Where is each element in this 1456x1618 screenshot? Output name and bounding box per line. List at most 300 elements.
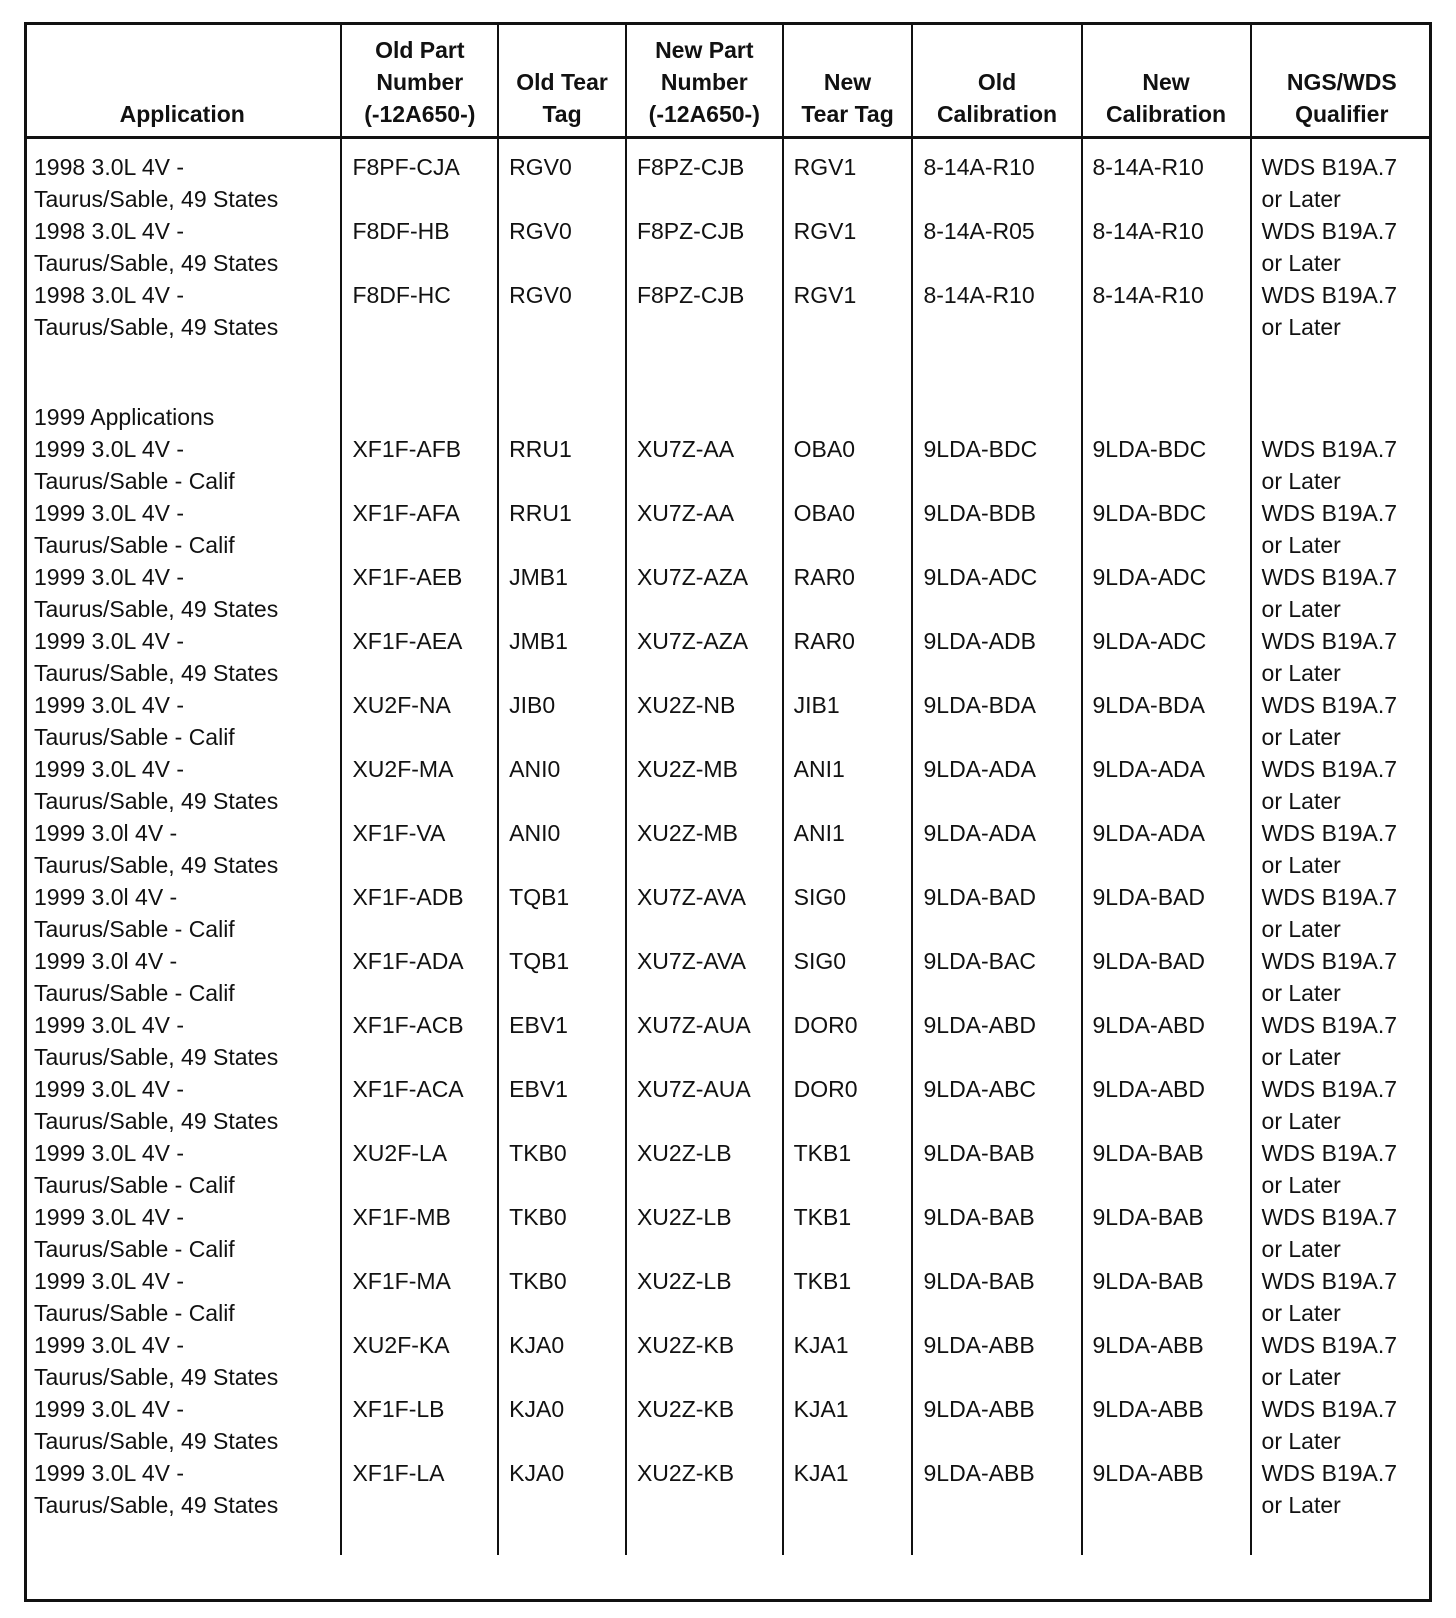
- old-tear-tag-cell-text: JMB1: [509, 564, 568, 590]
- qualifier-cell-text: or Later: [1261, 1236, 1341, 1262]
- new-part-number-cell: [626, 1009, 783, 1073]
- old-calibration-cell-text: 9LDA-ADB: [923, 628, 1036, 654]
- table-row: [24, 138, 1432, 216]
- old-tear-tag-cell: [498, 625, 626, 689]
- new-calibration-cell-text: 9LDA-ADC: [1092, 564, 1207, 590]
- qualifier-cell-text: or Later: [1261, 1044, 1341, 1070]
- application-cell: [24, 1265, 341, 1329]
- old-calibration-cell-text: 9LDA-BDB: [923, 500, 1036, 526]
- parts-calibration-table: [24, 22, 1432, 1555]
- new-calibration-cell: [1082, 1137, 1251, 1201]
- table-row: [24, 1329, 1432, 1393]
- new-tear-tag-cell-text: OBA0: [793, 500, 855, 526]
- qualifier-cell: [1251, 433, 1432, 497]
- qualifier-cell-text: or Later: [1261, 1108, 1341, 1134]
- table-row: [24, 279, 1432, 343]
- old-part-number-cell: [341, 1137, 498, 1201]
- new-tear-tag-cell-text: OBA0: [793, 436, 855, 462]
- header-row: [24, 22, 1432, 138]
- old-calibration-cell-text: 9LDA-ADA: [923, 756, 1036, 782]
- old-calibration-cell-text: 9LDA-ABB: [923, 1396, 1035, 1422]
- new-part-number-cell-text: XU2Z-KB: [636, 1332, 735, 1358]
- application-cell-text: 1999 3.0L 4V -: [34, 1332, 185, 1358]
- new-calibration-cell: [1082, 1073, 1251, 1137]
- new-calibration-cell: [1082, 138, 1251, 216]
- new-part-number-cell-text: XU7Z-AUA: [636, 1076, 751, 1102]
- new-calibration-cell-text: 9LDA-BDA: [1092, 692, 1205, 718]
- application-cell-text: 1999 3.0L 4V -: [34, 692, 185, 718]
- old-tear-tag-cell: [498, 215, 626, 279]
- table-row: [24, 433, 1432, 497]
- old-tear-tag-cell: [498, 561, 626, 625]
- new-tear-tag-cell: [783, 1073, 913, 1137]
- application-cell: [24, 881, 341, 945]
- qualifier-cell: [1251, 817, 1432, 881]
- old-part-number-cell-text: XU2F-LA: [352, 1140, 448, 1166]
- old-part-number-cell-text: XF1F-MA: [352, 1268, 451, 1294]
- new-tear-tag-cell: [783, 215, 913, 279]
- new-part-number-cell: [626, 497, 783, 561]
- col-new-tear-tag-header: [783, 22, 913, 138]
- old-calibration-cell: [912, 1201, 1081, 1265]
- application-cell-text: 1999 3.0L 4V -: [34, 500, 185, 526]
- old-part-number-cell: [341, 689, 498, 753]
- application-cell-text: 1998 3.0L 4V -: [34, 154, 185, 180]
- table-row: [24, 1201, 1432, 1265]
- new-calibration-cell-text: 9LDA-ABB: [1092, 1396, 1204, 1422]
- table-row: [24, 625, 1432, 689]
- section-heading-1999: 1999 Applications: [24, 401, 341, 433]
- spacer-cell: [626, 401, 783, 433]
- qualifier-cell-text: or Later: [1261, 1300, 1341, 1326]
- old-calibration-cell: [912, 1009, 1081, 1073]
- application-cell-text: Taurus/Sable, 49 States: [34, 1428, 279, 1454]
- old-part-number-cell: [341, 433, 498, 497]
- application-cell: [24, 279, 341, 343]
- old-tear-tag-cell-text: KJA0: [509, 1460, 565, 1486]
- new-part-number-cell-text: XU2Z-LB: [636, 1268, 732, 1294]
- old-tear-tag-cell: [498, 689, 626, 753]
- new-calibration-cell-text: 9LDA-BAB: [1092, 1268, 1204, 1294]
- old-part-number-cell-text: XF1F-AEA: [352, 628, 463, 654]
- old-tear-tag-cell-text: EBV1: [509, 1012, 568, 1038]
- spacer-cell: [1082, 343, 1251, 401]
- new-tear-tag-cell: [783, 945, 913, 1009]
- qualifier-cell: [1251, 1393, 1432, 1457]
- old-tear-tag-cell-text: RRU1: [509, 500, 572, 526]
- spacer-row: [24, 343, 1432, 401]
- header-line: New: [1142, 69, 1190, 95]
- application-cell-text: Taurus/Sable, 49 States: [34, 250, 279, 276]
- qualifier-cell: [1251, 1137, 1432, 1201]
- old-calibration-cell-text: 8-14A-R10: [923, 282, 1035, 308]
- new-part-number-cell: [626, 279, 783, 343]
- new-calibration-cell: [1082, 753, 1251, 817]
- new-calibration-cell: [1082, 817, 1251, 881]
- old-calibration-cell-text: 9LDA-BAC: [923, 948, 1036, 974]
- new-tear-tag-cell-text: RAR0: [793, 564, 855, 590]
- qualifier-cell-text: or Later: [1261, 314, 1341, 340]
- qualifier-cell: [1251, 881, 1432, 945]
- application-cell-text: 1999 3.0L 4V -: [34, 756, 185, 782]
- old-part-number-cell: [341, 1201, 498, 1265]
- old-tear-tag-cell-text: EBV1: [509, 1076, 568, 1102]
- new-tear-tag-cell-text: TKB1: [793, 1140, 852, 1166]
- old-part-number-cell-text: XF1F-LA: [352, 1460, 445, 1486]
- new-part-number-cell-text: XU2Z-NB: [636, 692, 736, 718]
- application-cell-text: 1998 3.0L 4V -: [34, 282, 185, 308]
- header-line: New Part: [655, 37, 754, 63]
- old-part-number-cell-text: XU2F-NA: [352, 692, 451, 718]
- new-tear-tag-cell: [783, 1009, 913, 1073]
- old-calibration-cell: [912, 625, 1081, 689]
- old-calibration-cell: [912, 433, 1081, 497]
- col-old-calibration-header: [912, 22, 1081, 138]
- spacer-cell: [1251, 343, 1432, 401]
- new-part-number-cell: [626, 1073, 783, 1137]
- old-tear-tag-cell: [498, 138, 626, 216]
- application-cell-text: Taurus/Sable - Calif: [34, 724, 235, 750]
- spacer-cell: [626, 343, 783, 401]
- new-part-number-cell-text: XU7Z-AZA: [636, 564, 749, 590]
- application-cell-text: 1999 3.0L 4V -: [34, 1012, 185, 1038]
- new-calibration-cell: [1082, 1457, 1251, 1555]
- qualifier-cell-text: or Later: [1261, 1492, 1341, 1518]
- old-tear-tag-cell: [498, 279, 626, 343]
- qualifier-cell-text: WDS B19A.7: [1261, 154, 1398, 180]
- application-cell: [24, 433, 341, 497]
- old-part-number-cell: [341, 138, 498, 216]
- application-cell: [24, 1009, 341, 1073]
- new-tear-tag-cell: [783, 1137, 913, 1201]
- new-calibration-cell: [1082, 945, 1251, 1009]
- table-body: [24, 138, 1432, 1556]
- qualifier-cell: [1251, 138, 1432, 216]
- new-tear-tag-cell: [783, 817, 913, 881]
- application-cell: [24, 1201, 341, 1265]
- new-tear-tag-cell: [783, 1265, 913, 1329]
- qualifier-cell: [1251, 689, 1432, 753]
- new-calibration-cell-text: 9LDA-BAB: [1092, 1204, 1204, 1230]
- qualifier-cell-text: or Later: [1261, 250, 1341, 276]
- table-row: [24, 817, 1432, 881]
- header-line: Old Part: [375, 37, 465, 63]
- col-new-part-number-header: [626, 22, 783, 138]
- new-part-number-cell-text: XU7Z-AZA: [636, 628, 749, 654]
- new-calibration-cell: [1082, 1201, 1251, 1265]
- old-part-number-cell-text: F8DF-HC: [352, 282, 451, 308]
- application-cell-text: Taurus/Sable - Calif: [34, 1236, 235, 1262]
- old-tear-tag-cell-text: RRU1: [509, 436, 572, 462]
- old-tear-tag-cell: [498, 753, 626, 817]
- old-part-number-cell-text: XF1F-VA: [352, 820, 446, 846]
- old-tear-tag-cell: [498, 497, 626, 561]
- old-part-number-cell: [341, 881, 498, 945]
- old-part-number-cell: [341, 753, 498, 817]
- new-calibration-cell-text: 9LDA-ABD: [1092, 1076, 1205, 1102]
- old-part-number-cell-text: XF1F-AFA: [352, 500, 460, 526]
- old-calibration-cell: [912, 945, 1081, 1009]
- new-part-number-cell: [626, 881, 783, 945]
- qualifier-cell: [1251, 1073, 1432, 1137]
- application-cell: [24, 625, 341, 689]
- new-tear-tag-cell-text: KJA1: [793, 1332, 849, 1358]
- qualifier-cell-text: WDS B19A.7: [1261, 756, 1398, 782]
- old-part-number-cell-text: F8PF-CJA: [352, 154, 460, 180]
- application-cell: [24, 1393, 341, 1457]
- spacer-cell: [341, 401, 498, 433]
- qualifier-cell: [1251, 1329, 1432, 1393]
- old-tear-tag-cell-text: JIB0: [509, 692, 556, 718]
- old-part-number-cell: [341, 215, 498, 279]
- application-cell: [24, 215, 341, 279]
- table-row: [24, 1137, 1432, 1201]
- new-part-number-cell-text: XU7Z-AUA: [636, 1012, 751, 1038]
- old-tear-tag-cell: [498, 1457, 626, 1555]
- old-calibration-cell: [912, 1073, 1081, 1137]
- old-part-number-cell: [341, 1265, 498, 1329]
- old-tear-tag-cell: [498, 945, 626, 1009]
- application-cell: [24, 817, 341, 881]
- spacer-cell: [912, 401, 1081, 433]
- old-calibration-cell: [912, 753, 1081, 817]
- old-calibration-cell: [912, 215, 1081, 279]
- application-cell-text: Taurus/Sable, 49 States: [34, 1044, 279, 1070]
- col-old-tear-tag-header: [498, 22, 626, 138]
- new-part-number-cell: [626, 1393, 783, 1457]
- old-calibration-cell-text: 9LDA-ABB: [923, 1332, 1035, 1358]
- new-part-number-cell: [626, 817, 783, 881]
- new-calibration-cell: [1082, 215, 1251, 279]
- new-tear-tag-cell: [783, 753, 913, 817]
- old-tear-tag-cell-text: TQB1: [509, 948, 570, 974]
- qualifier-cell: [1251, 945, 1432, 1009]
- old-calibration-cell-text: 9LDA-ADA: [923, 820, 1036, 846]
- new-tear-tag-cell-text: RGV1: [793, 154, 857, 180]
- new-calibration-cell: [1082, 561, 1251, 625]
- qualifier-cell: [1251, 497, 1432, 561]
- new-calibration-cell: [1082, 279, 1251, 343]
- application-cell-text: 1999 3.0l 4V -: [34, 820, 178, 846]
- qualifier-cell: [1251, 561, 1432, 625]
- application-cell-text: 1999 3.0L 4V -: [34, 436, 185, 462]
- header-line: Tear Tag: [801, 101, 894, 127]
- qualifier-cell: [1251, 1457, 1432, 1555]
- new-calibration-cell-text: 8-14A-R10: [1092, 282, 1204, 308]
- spacer-cell: [498, 401, 626, 433]
- qualifier-cell-text: WDS B19A.7: [1261, 500, 1398, 526]
- application-cell-text: 1999 3.0L 4V -: [34, 564, 185, 590]
- old-part-number-cell-text: XF1F-LB: [352, 1396, 445, 1422]
- qualifier-cell-text: or Later: [1261, 788, 1341, 814]
- new-part-number-cell: [626, 689, 783, 753]
- new-calibration-cell-text: 9LDA-BAD: [1092, 948, 1205, 974]
- qualifier-cell-text: or Later: [1261, 532, 1341, 558]
- qualifier-cell-text: or Later: [1261, 596, 1341, 622]
- old-tear-tag-cell-text: RGV0: [509, 218, 572, 244]
- application-cell-text: Taurus/Sable, 49 States: [34, 852, 279, 878]
- old-tear-tag-cell: [498, 433, 626, 497]
- old-calibration-cell-text: 9LDA-BAB: [923, 1140, 1035, 1166]
- old-calibration-cell-text: 9LDA-ABC: [923, 1076, 1036, 1102]
- header-line: Number: [376, 69, 464, 95]
- new-part-number-cell: [626, 753, 783, 817]
- application-cell-text: Taurus/Sable, 49 States: [34, 596, 279, 622]
- new-tear-tag-cell-text: TKB1: [793, 1204, 852, 1230]
- table-row: [24, 1009, 1432, 1073]
- qualifier-cell: [1251, 1265, 1432, 1329]
- new-part-number-cell-text: XU2Z-LB: [636, 1140, 732, 1166]
- new-calibration-cell-text: 9LDA-ADC: [1092, 628, 1207, 654]
- header-line: (-12A650-): [648, 101, 760, 127]
- header-line: Qualifier: [1295, 101, 1389, 127]
- qualifier-cell-text: or Later: [1261, 916, 1341, 942]
- old-calibration-cell: [912, 1137, 1081, 1201]
- table-row: [24, 1073, 1432, 1137]
- qualifier-cell: [1251, 279, 1432, 343]
- spacer-cell: [912, 343, 1081, 401]
- new-part-number-cell-text: XU2Z-KB: [636, 1460, 735, 1486]
- new-tear-tag-cell: [783, 1201, 913, 1265]
- application-cell-text: 1999 3.0l 4V -: [34, 948, 178, 974]
- application-cell-text: Taurus/Sable, 49 States: [34, 314, 279, 340]
- qualifier-cell-text: WDS B19A.7: [1261, 628, 1398, 654]
- new-calibration-cell-text: 8-14A-R10: [1092, 154, 1204, 180]
- old-part-number-cell: [341, 1457, 498, 1555]
- old-calibration-cell-text: 8-14A-R05: [923, 218, 1035, 244]
- application-cell: [24, 1137, 341, 1201]
- spacer-cell: [498, 343, 626, 401]
- old-part-number-cell-text: XU2F-KA: [352, 1332, 450, 1358]
- new-tear-tag-cell: [783, 497, 913, 561]
- old-tear-tag-cell-text: TKB0: [509, 1140, 567, 1166]
- qualifier-cell-text: WDS B19A.7: [1261, 1140, 1398, 1166]
- qualifier-cell-text: WDS B19A.7: [1261, 1332, 1398, 1358]
- old-tear-tag-cell: [498, 1201, 626, 1265]
- old-tear-tag-cell-text: TKB0: [509, 1204, 567, 1230]
- table-header: [24, 22, 1432, 138]
- section-row: [24, 401, 1432, 433]
- old-part-number-cell: [341, 1393, 498, 1457]
- application-cell-text: Taurus/Sable - Calif: [34, 916, 235, 942]
- new-tear-tag-cell: [783, 1393, 913, 1457]
- old-tear-tag-cell-text: KJA0: [509, 1396, 565, 1422]
- qualifier-cell-text: WDS B19A.7: [1261, 692, 1398, 718]
- header-line: Application: [119, 101, 245, 127]
- header-line: NGS/WDS: [1286, 69, 1397, 95]
- new-part-number-cell: [626, 945, 783, 1009]
- old-part-number-cell: [341, 1329, 498, 1393]
- new-tear-tag-cell-text: ANI1: [793, 756, 845, 782]
- application-cell-text: 1999 3.0L 4V -: [34, 1396, 185, 1422]
- new-part-number-cell-text: F8PZ-CJB: [636, 282, 745, 308]
- qualifier-cell-text: WDS B19A.7: [1261, 884, 1398, 910]
- new-part-number-cell: [626, 1201, 783, 1265]
- new-tear-tag-cell: [783, 1329, 913, 1393]
- new-tear-tag-cell: [783, 1457, 913, 1555]
- qualifier-cell-text: WDS B19A.7: [1261, 1076, 1398, 1102]
- new-calibration-cell: [1082, 625, 1251, 689]
- old-calibration-cell: [912, 881, 1081, 945]
- application-cell: [24, 753, 341, 817]
- old-part-number-cell: [341, 279, 498, 343]
- application-cell-text: Taurus/Sable - Calif: [34, 1300, 235, 1326]
- old-calibration-cell: [912, 1393, 1081, 1457]
- old-calibration-cell-text: 9LDA-BAB: [923, 1268, 1035, 1294]
- application-cell: [24, 689, 341, 753]
- qualifier-cell-text: WDS B19A.7: [1261, 948, 1398, 974]
- application-cell-text: Taurus/Sable, 49 States: [34, 1364, 279, 1390]
- new-part-number-cell-text: XU7Z-AA: [636, 500, 735, 526]
- table-row: [24, 689, 1432, 753]
- old-tear-tag-cell-text: RGV0: [509, 282, 572, 308]
- old-part-number-cell-text: XF1F-AFB: [352, 436, 462, 462]
- new-tear-tag-cell-text: JIB1: [793, 692, 840, 718]
- new-part-number-cell: [626, 138, 783, 216]
- spacer-cell: [1251, 401, 1432, 433]
- new-tear-tag-cell-text: DOR0: [793, 1012, 858, 1038]
- application-cell-text: 1999 3.0L 4V -: [34, 1460, 185, 1486]
- new-part-number-cell-text: XU7Z-AVA: [636, 948, 747, 974]
- qualifier-cell-text: WDS B19A.7: [1261, 436, 1398, 462]
- old-part-number-cell-text: XF1F-ADB: [352, 884, 464, 910]
- qualifier-cell-text: or Later: [1261, 468, 1341, 494]
- application-cell-text: Taurus/Sable - Calif: [34, 468, 235, 494]
- old-calibration-cell: [912, 561, 1081, 625]
- new-part-number-cell-text: XU2Z-LB: [636, 1204, 732, 1230]
- new-tear-tag-cell-text: RGV1: [793, 282, 857, 308]
- application-cell-text: 1999 3.0L 4V -: [34, 1268, 185, 1294]
- new-calibration-cell: [1082, 689, 1251, 753]
- application-cell-text: Taurus/Sable, 49 States: [34, 186, 279, 212]
- old-calibration-cell-text: 9LDA-BDA: [923, 692, 1036, 718]
- qualifier-cell-text: or Later: [1261, 724, 1341, 750]
- old-calibration-cell: [912, 279, 1081, 343]
- application-cell-text: Taurus/Sable, 49 States: [34, 1108, 279, 1134]
- table-row: [24, 945, 1432, 1009]
- header-line: Old: [977, 69, 1017, 95]
- application-cell-text: Taurus/Sable, 49 States: [34, 1492, 279, 1518]
- new-tear-tag-cell-text: SIG0: [793, 948, 847, 974]
- spacer-cell: [1082, 401, 1251, 433]
- qualifier-cell-text: WDS B19A.7: [1261, 1460, 1398, 1486]
- new-tear-tag-cell: [783, 433, 913, 497]
- new-part-number-cell: [626, 1137, 783, 1201]
- application-cell-text: Taurus/Sable - Calif: [34, 532, 235, 558]
- header-line: Old Tear: [516, 69, 608, 95]
- old-tear-tag-cell: [498, 881, 626, 945]
- old-calibration-cell: [912, 138, 1081, 216]
- application-cell-text: 1999 3.0L 4V -: [34, 1076, 185, 1102]
- header-line: (-12A650-): [364, 101, 476, 127]
- qualifier-cell-text: WDS B19A.7: [1261, 1268, 1398, 1294]
- table-row: [24, 561, 1432, 625]
- header-line: New: [823, 69, 872, 95]
- new-part-number-cell: [626, 1457, 783, 1555]
- qualifier-cell-text: or Later: [1261, 1428, 1341, 1454]
- old-tear-tag-cell-text: ANI0: [509, 820, 561, 846]
- new-part-number-cell-text: XU7Z-AVA: [636, 884, 747, 910]
- application-cell-text: Taurus/Sable - Calif: [34, 980, 235, 1006]
- new-tear-tag-cell-text: SIG0: [793, 884, 847, 910]
- spacer-cell: [341, 343, 498, 401]
- new-calibration-cell-text: 9LDA-ABB: [1092, 1332, 1204, 1358]
- old-calibration-cell: [912, 1265, 1081, 1329]
- table-row: [24, 1393, 1432, 1457]
- application-cell-text: 1998 3.0L 4V -: [34, 218, 185, 244]
- application-cell-text: 1999 3.0l 4V -: [34, 884, 178, 910]
- qualifier-cell-text: or Later: [1261, 980, 1341, 1006]
